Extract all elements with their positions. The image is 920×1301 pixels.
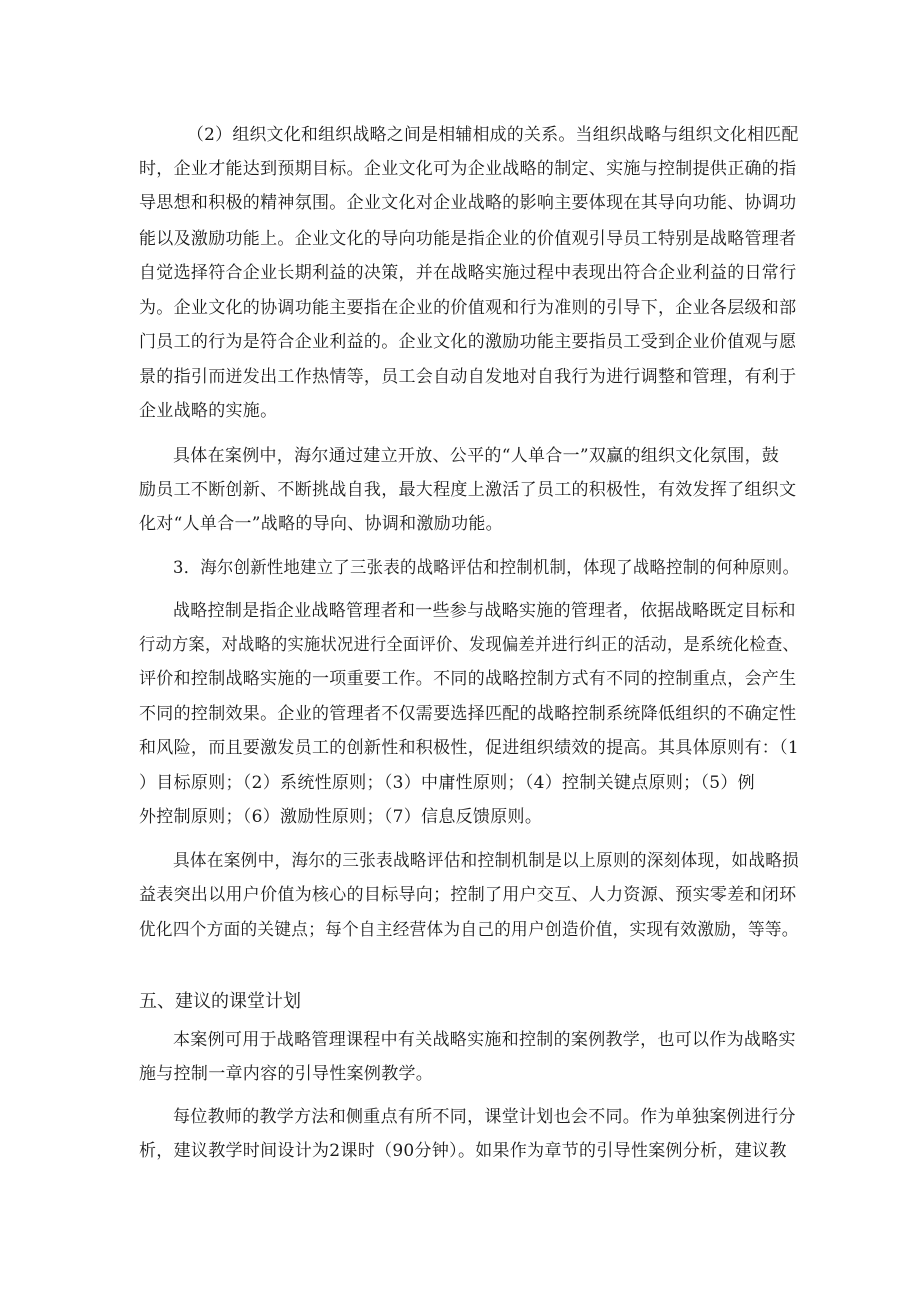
section-heading: 五、建议的课堂计划	[139, 991, 301, 1012]
text-line: 本案例可用于战略管理课程中有关战略实施和控制的案例教学，也可以作为战略实	[173, 1030, 796, 1050]
text-line: 评价和控制战略实施的一项重要工作。不同的战略控制方式有不同的控制重点，会产生	[139, 669, 797, 689]
text-line: ）目标原则；（2）系统性原则；（3）中庸性原则；（4）控制关键点原则；（5）例	[139, 773, 755, 793]
text-line: 具体在案例中，海尔的三张表战略评估和控制机制是以上原则的深刻体现，如战略损	[173, 851, 800, 871]
text-line: 为。企业文化的协调功能主要指在企业的价值观和行为准则的引导下，企业各层级和部	[139, 298, 797, 318]
text-line: 施与控制一章内容的引导性案例教学。	[139, 1064, 434, 1084]
text-line: 和风险，而且要激发员工的创新性和积极性，促进组织绩效的提高。其具体原则有：（1	[139, 738, 800, 758]
text-line: 析，建议教学时间设计为2课时（90分钟）。如果作为章节的引导性案例分析，建议教	[139, 1141, 787, 1161]
text-line: 门员工的行为是符合企业利益的。企业文化的激励功能主要指员工受到企业价值观与愿	[139, 332, 797, 352]
text-line: 3．海尔创新性地建立了三张表的战略评估和控制机制，体现了战略控制的何种原则。	[173, 558, 800, 578]
text-line: （2）组织文化和组织战略之间是相辅相成的关系。当组织战略与组织文化相匹配	[187, 125, 799, 145]
text-line: 益表突出以用户价值为核心的目标导向；控制了用户交互、人力资源、预实零差和闭环	[139, 885, 797, 905]
text-line: 行动方案，对战略的实施状况进行全面评价、发现偏差并进行纠正的活动，是系统化检查、	[139, 635, 800, 655]
text-line: 具体在案例中，海尔通过建立开放、公平的“人单合一”双赢的组织文化氛围，鼓	[173, 446, 780, 466]
text-line: 外控制原则；（6）激励性原则；（7）信息反馈原则。	[139, 807, 543, 827]
text-line: 景的指引而迸发出工作热情等，员工会自动自发地对自我行为进行调整和管理，有利于	[139, 367, 797, 387]
text-line: 导思想和积极的精神氛围。企业文化对企业战略的影响主要体现在其导向功能、协调功	[139, 193, 797, 213]
text-line: 自觉选择符合企业长期利益的决策，并在战略实施过程中表现出符合企业利益的日常行	[139, 263, 797, 283]
text-line: 励员工不断创新、不断挑战自我，最大程度上激活了员工的积极性，有效发挥了组织文	[139, 480, 797, 500]
text-line: 不同的控制效果。企业的管理者不仅需要选择匹配的战略控制系统降低组织的不确定性	[139, 704, 797, 724]
text-line: 化对“人单合一”战略的导向、协调和激励功能。	[139, 514, 503, 534]
text-line: 能以及激励功能上。企业文化的导向功能是指企业的价值观引导员工特别是战略管理者	[139, 229, 797, 249]
text-line: 企业战略的实施。	[139, 401, 278, 421]
text-line: 战略控制是指企业战略管理者和一些参与战略实施的管理者，依据战略既定目标和	[173, 601, 796, 621]
text-line: 时，企业才能达到预期目标。企业文化可为企业战略的制定、实施与控制提供正确的指	[139, 159, 797, 179]
text-line: 每位教师的教学方法和侧重点有所不同，课堂计划也会不同。作为单独案例进行分	[173, 1107, 796, 1127]
text-line: 优化四个方面的关键点；每个自主经营体为自己的用户创造价值，实现有效激励，等等。	[139, 920, 799, 940]
